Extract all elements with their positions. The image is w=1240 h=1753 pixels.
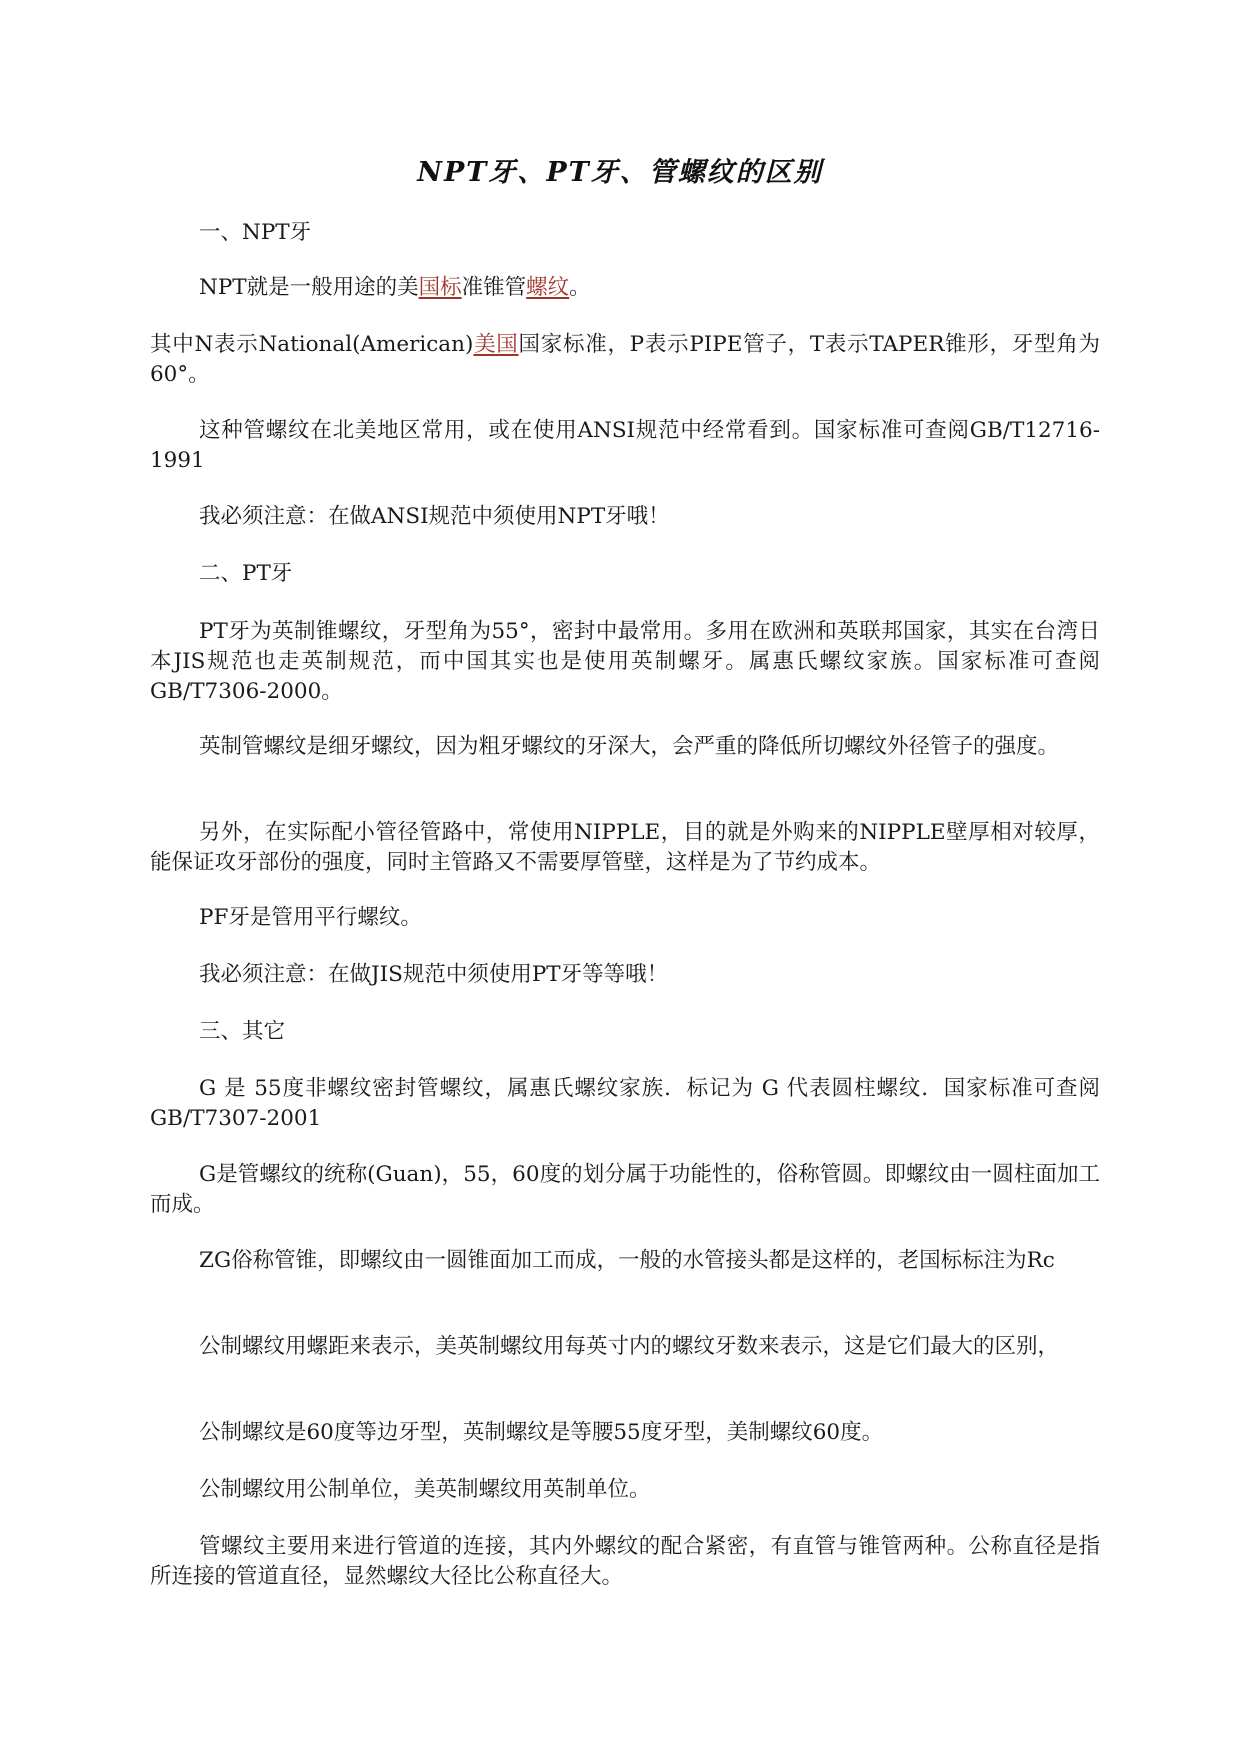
paragraph-units: 公制螺纹用公制单位，美英制螺纹用英制单位。 xyxy=(199,1477,651,1502)
paragraph-thread-angles: 公制螺纹是60度等边牙型，英制螺纹是等腰55度牙型，美制螺纹60度。 xyxy=(199,1420,884,1445)
paragraph-npt-definition xyxy=(150,273,1100,303)
document-title: NPT牙、PT牙、管螺纹的区别 xyxy=(417,157,823,188)
paragraph-g-general: G是管螺纹的统称(Guan)，55，60度的划分属于功能性的，俗称管圆。即螺纹由一圆柱面加工而成。 xyxy=(150,1162,1100,1217)
paragraph-npt-note: 我必须注意：在做ANSI规范中须使用NPT牙哦！ xyxy=(199,504,670,529)
paragraph-g-thread: G 是 55度非螺纹密封管螺纹，属惠氏螺纹家族．标记为 G 代表圆柱螺纹．国家标准可查阅 GB/T7307-2001 xyxy=(150,1076,1100,1131)
text-span: 。 xyxy=(569,275,591,300)
paragraph-pipe-thread-usage: 管螺纹主要用来进行管道的连接，其内外螺纹的配合紧密，有直管与锥管两种。公称直径是指所连接的管道直径，显然螺纹大径比公称直径大。 xyxy=(150,1534,1100,1589)
text-span: 其中N表示National(American) xyxy=(150,332,474,357)
paragraph-pt-note: 我必须注意：在做JIS规范中须使用PT牙等等哦！ xyxy=(199,962,669,987)
paragraph-pt-definition: PT牙为英制锥螺纹，牙型角为55°，密封中最常用。多用在欧洲和英联邦国家，其实在台湾日本JIS规范也走英制规范，而中国其实也是使用英制螺牙。属惠氏螺纹家族。国家标准可查阅GB/T7306-2000。 xyxy=(150,619,1100,704)
text-span: 国家标准，P表示PIPE管子，T表示TAPER锥形，牙型角为60°。 xyxy=(150,332,1100,387)
paragraph-pf: PF牙是管用平行螺纹。 xyxy=(199,905,422,930)
paragraph-metric-vs-imperial: 公制螺纹用螺距来表示，美英制螺纹用每英寸内的螺纹牙数来表示，这是它们最大的区别， xyxy=(199,1334,1060,1359)
paragraph-pt-fine-thread: 英制管螺纹是细牙螺纹，因为粗牙螺纹的牙深大，会严重的降低所切螺纹外径管子的强度。 xyxy=(199,734,1060,759)
link-luowen[interactable]: 螺纹 xyxy=(526,275,570,300)
paragraph-zg: ZG俗称管锥，即螺纹由一圆锥面加工而成，一般的水管接头都是这样的，老国标标注为Rc xyxy=(199,1248,1055,1273)
paragraph-npt-usage: 这种管螺纹在北美地区常用，或在使用ANSI规范中经常看到。国家标准可查阅GB/T12716-1991 xyxy=(150,418,1100,473)
section-heading-npt: 一、NPT牙 xyxy=(199,220,312,245)
link-meiguo[interactable]: 美国 xyxy=(473,332,519,357)
section-heading-pt: 二、PT牙 xyxy=(199,561,293,586)
text-span: NPT就是一般用途的美 xyxy=(199,275,419,300)
link-guobiao[interactable]: 国标 xyxy=(418,275,462,300)
paragraph-npt-meaning xyxy=(150,330,1100,390)
text-span: 准锥管 xyxy=(461,275,527,300)
paragraph-pt-nipple: 另外，在实际配小管径管路中，常使用NIPPLE，目的就是外购来的NIPPLE壁厚相对较厚，能保证攻牙部份的强度，同时主管路又不需要厚管壁，这样是为了节约成本。 xyxy=(150,820,1100,875)
section-heading-other: 三、其它 xyxy=(199,1019,286,1044)
